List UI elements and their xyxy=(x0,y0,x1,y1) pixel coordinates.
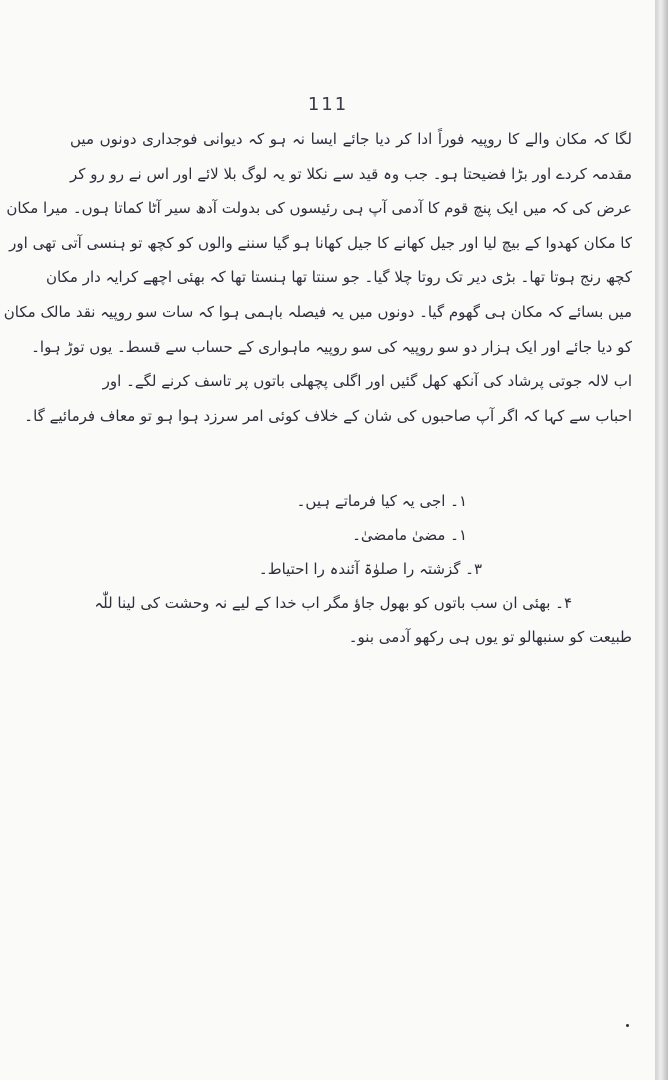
list-item: ۴۔ بھئی ان سب باتوں کو بھول جاؤ مگر اب خدا کے لیے نہ وحشت کی لینا للّٰہ xyxy=(94,594,572,612)
paragraph-line: عرض کی کہ میں ایک پنچ قوم کا آدمی آپ ہی رئیسوں کی بدولت آدھ سیر آٹا کماتا ہوں۔ میرا مکان xyxy=(6,199,632,218)
list-item: ۳۔ گزشتہ را صلوٰۃ آئندہ را احتیاط۔ xyxy=(258,560,482,578)
ink-speck xyxy=(626,1024,629,1027)
paragraph-line: لگا کہ مکان والے کا روپیہ فوراً ادا کر دیا جائے ایسا نہ ہو کہ دیوانی فوجداری دونوں میں xyxy=(70,130,632,148)
paragraph-line: میں بسائے کہ مکان ہی گھوم گیا۔ دونوں میں یہ فیصلہ باہمی ہوا کہ سات سو روپیہ نقد مالک مکان xyxy=(3,302,632,321)
paragraph-line: مقدمہ کردے اور بڑا فضیحتا ہو۔ جب وہ قید سے نکلا تو یہ لوگ بلا لائے اور اس نے رو رو کر xyxy=(70,164,632,183)
list-item: ۱۔ اجی یہ کیا فرماتے ہیں۔ xyxy=(296,492,467,510)
paragraph-line: کا مکان کھدوا کے بیچ لیا اور جیل کھانے کا جیل کھانا ہو گیا سننے والوں کو کچھ تو ہنسی آتی تھی اور xyxy=(9,233,632,252)
paragraph-line: احباب سے کہا کہ اگر آپ صاحبوں کی شان کے خلاف کوئی امر سرزد ہوا ہو تو معاف فرمائیے گا۔ xyxy=(24,406,632,425)
page-edge xyxy=(656,0,668,1080)
page-number: 111 xyxy=(307,94,349,115)
paragraph-line: کو دیا جائے اور ایک ہزار دو سو روپیہ کی سو روپیہ ماہواری کے حساب سے قسط۔ یوں توڑ ہوا۔ xyxy=(31,337,632,356)
paragraph-line: اب لالہ جوتی پرشاد کی آنکھ کھل گئیں اور اگلی پچھلی باتوں پر تاسف کرنے لگے۔ اور xyxy=(102,372,632,391)
paragraph-line: کچھ رنج ہوتا تھا۔ بڑی دیر تک روتا چلا گیا۔ جو سنتا تھا ہنستا تھا کہ بھئی اچھے کرایہ دار مکان xyxy=(46,268,632,287)
list-item: ۱۔ مضیٰ مامضیٰ۔ xyxy=(352,526,467,544)
main-paragraph xyxy=(3,122,632,433)
list-item-continuation: طبیعت کو سنبھالو تو یوں ہی رکھو آدمی بنو۔ xyxy=(348,628,632,646)
numbered-list xyxy=(70,484,632,654)
